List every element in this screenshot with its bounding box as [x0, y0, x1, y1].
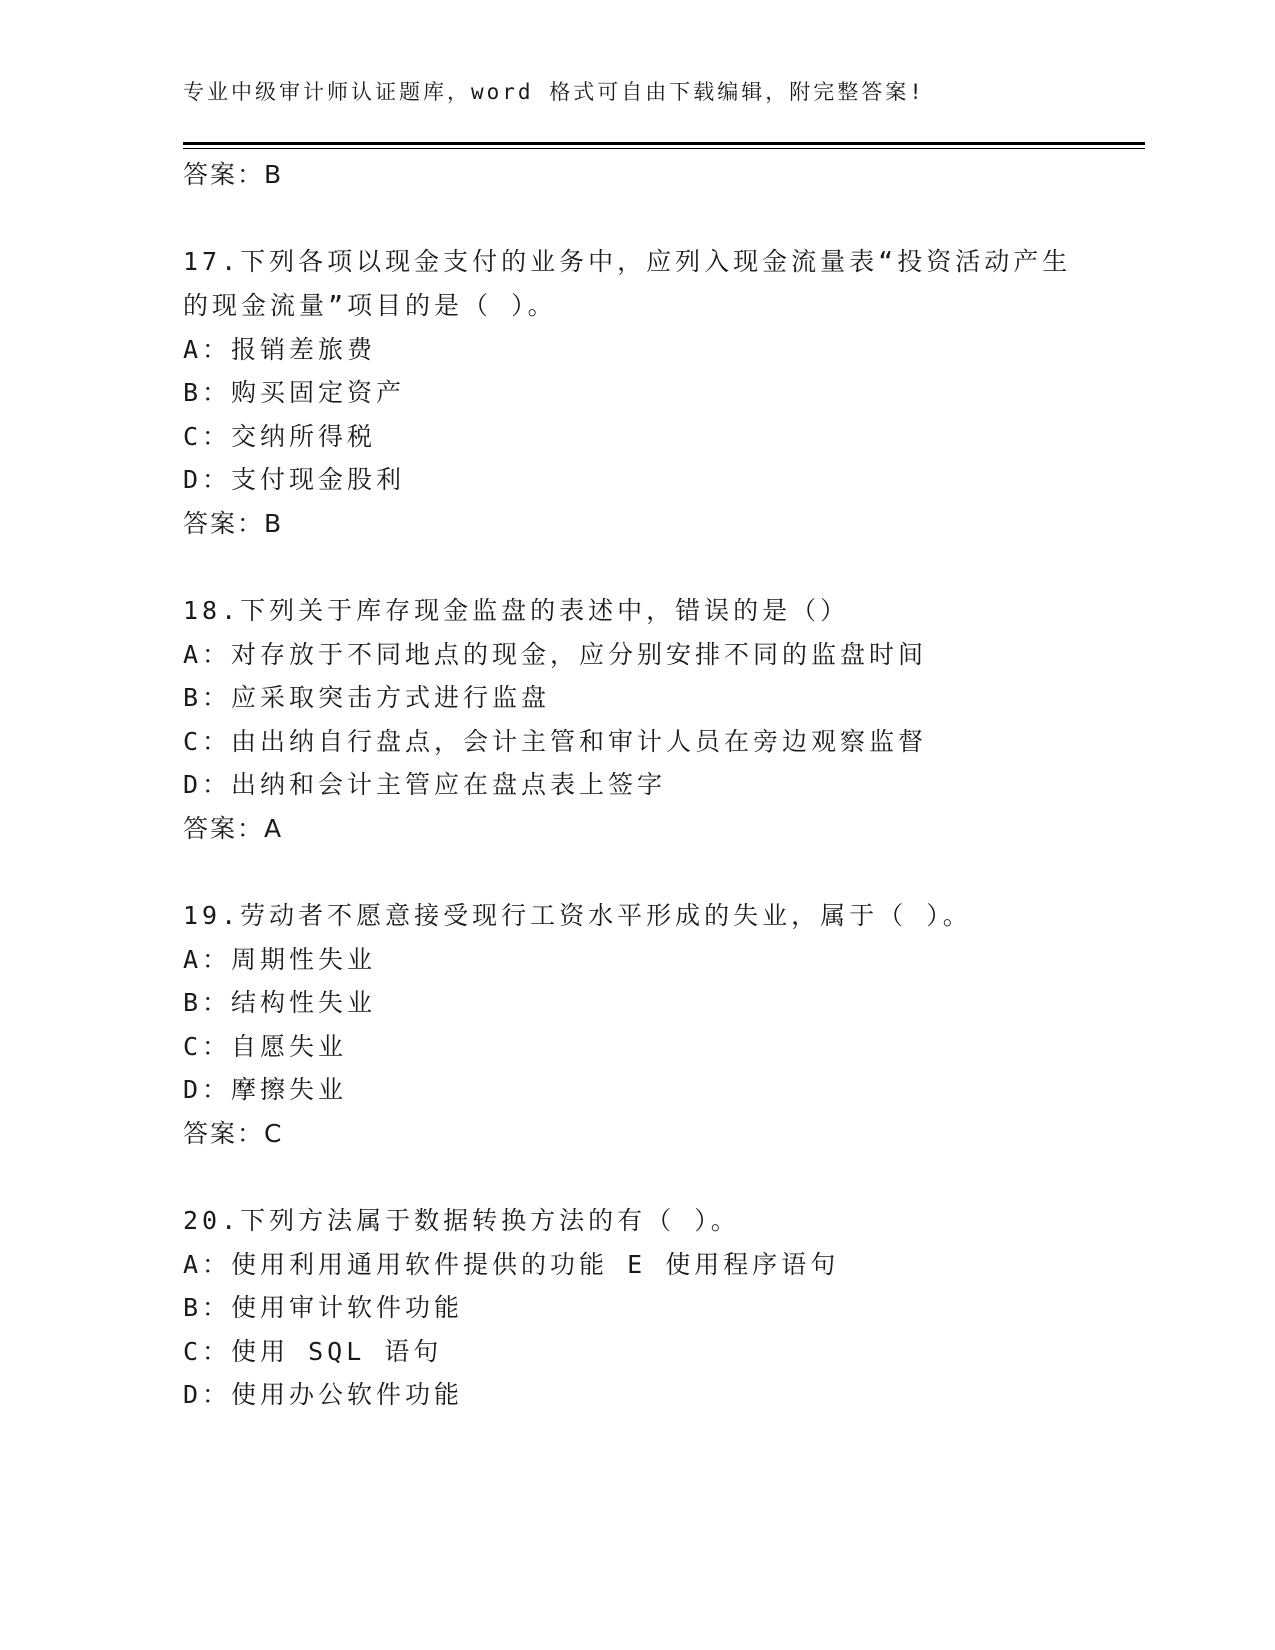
- question-18-answer: 答案：A: [183, 814, 284, 843]
- question-20-text: 20.下列方法属于数据转换方法的有（ ）。: [183, 1206, 740, 1235]
- question-17-option-a: A：报销差旅费: [183, 335, 377, 364]
- question-19-answer: 答案：C: [183, 1119, 284, 1148]
- question-18-text: 18.下列关于库存现金监盘的表述中，错误的是（）: [183, 596, 850, 625]
- question-19-option-d: D：摩擦失业: [183, 1075, 348, 1104]
- answer-line: 答案：B: [183, 160, 284, 189]
- question-19-option-a: A：周期性失业: [183, 945, 377, 974]
- question-18-option-a: A：对存放于不同地点的现金，应分别安排不同的监盘时间: [183, 640, 928, 669]
- question-20-option-a: A：使用利用通用软件提供的功能 E 使用程序语句: [183, 1250, 840, 1279]
- question-19-option-b: B：结构性失业: [183, 988, 377, 1017]
- header-rule-thick: [183, 142, 1145, 145]
- question-17-text-cont: 的现金流量”项目的是（ ）。: [183, 291, 557, 320]
- question-20-option-b: B：使用审计软件功能: [183, 1293, 464, 1322]
- header-rule-thin: [183, 148, 1145, 149]
- question-18-option-b: B：应采取突击方式进行监盘: [183, 683, 551, 712]
- question-17-text: 17.下列各项以现金支付的业务中，应列入现金流量表“投资活动产生: [183, 247, 1072, 276]
- question-19-text: 19.劳动者不愿意接受现行工资水平形成的失业，属于（ ）。: [183, 901, 972, 930]
- question-17-option-b: B：购买固定资产: [183, 378, 406, 407]
- question-17-answer: 答案：B: [183, 509, 284, 538]
- question-18-option-d: D：出纳和会计主管应在盘点表上签字: [183, 770, 667, 799]
- question-17-option-c: C：交纳所得税: [183, 422, 377, 451]
- question-20-option-c: C：使用 SQL 语句: [183, 1337, 443, 1366]
- question-17-option-d: D：支付现金股利: [183, 465, 406, 494]
- page-header: 专业中级审计师认证题库，word 格式可自由下载编辑，附完整答案!: [183, 80, 925, 104]
- question-20-option-d: D：使用办公软件功能: [183, 1380, 464, 1409]
- question-18-option-c: C：由出纳自行盘点，会计主管和审计人员在旁边观察监督: [183, 727, 928, 756]
- question-19-option-c: C：自愿失业: [183, 1032, 348, 1061]
